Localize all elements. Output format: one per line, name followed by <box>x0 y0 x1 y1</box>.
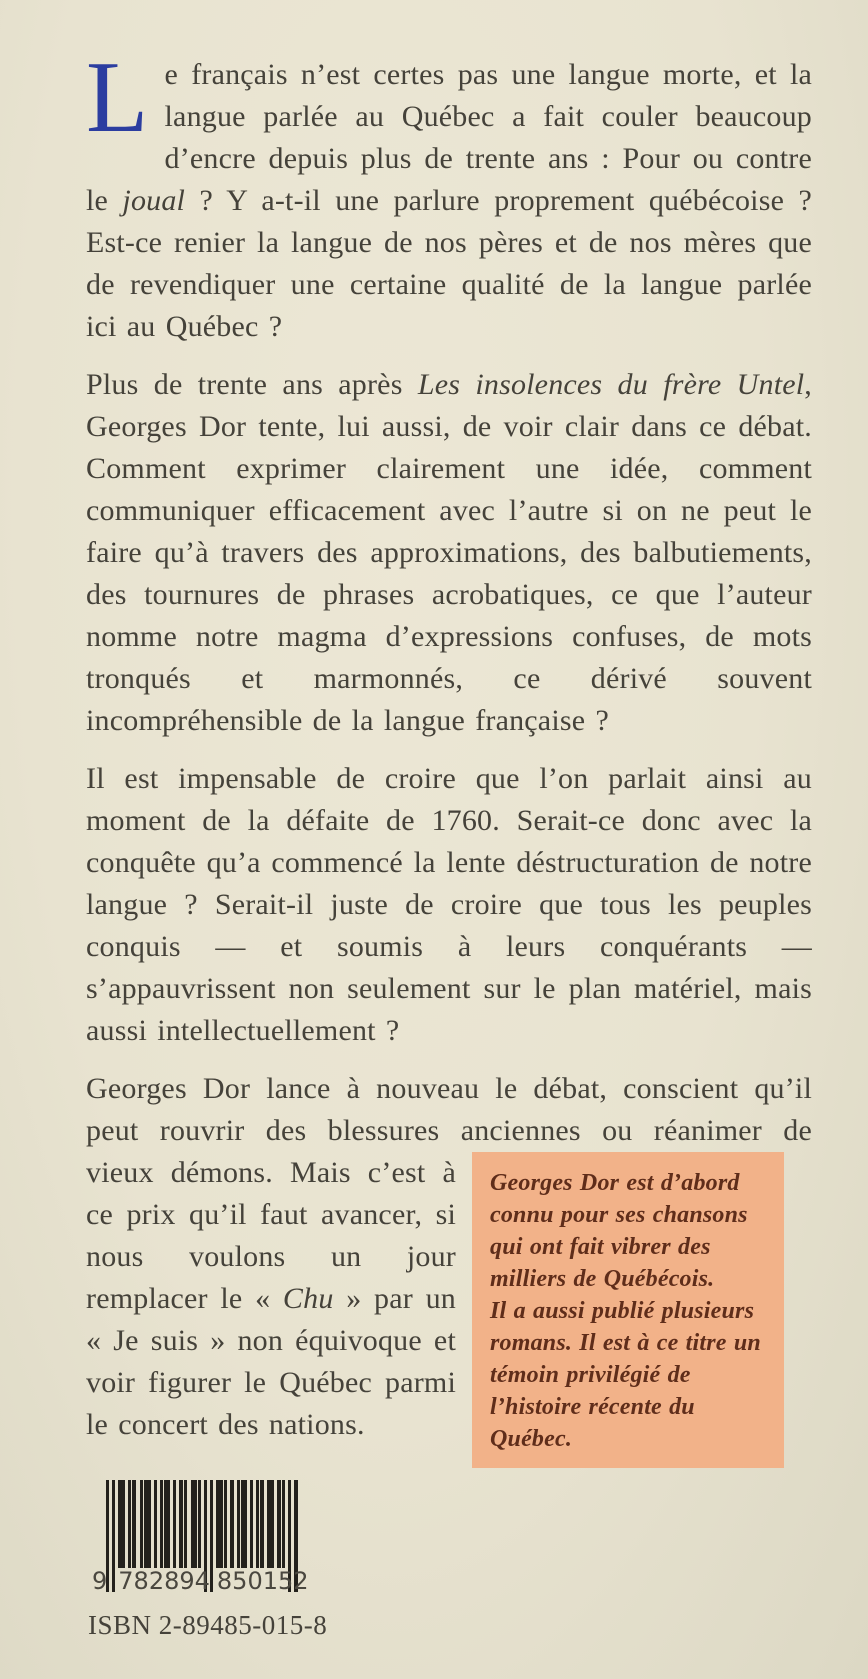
paragraph-2-text: Plus de trente ans après Les insolences du frère Untel, Georges Dor tente, lui aussi, de voir clair dans ce débat. Comment exprimer clairement une idée, comment communiquer efficacement avec l’autre si on ne peut le faire qu’à travers des approximations, des balbutiements, des tournures de phrases acrobatiques, ce que l’auteur nomme notre magma d’expressions confuses, de mots tronqués et marmonnés, ce dérivé souvent incompréhensible de la langue française ? <box>86 368 812 737</box>
paragraph-4-text: Georges Dor lance à nouveau le débat, conscient qu’il peut rouvrir des blessures anciennes ou réanimer de vieux démons. Mais c’est à ce prix qu’il faut avancer, si nous voulons un jour remplacer le « Chu » par un « Je suis » non équivoque et voir figurer le Québec parmi le concert des nations. <box>86 1072 812 1441</box>
barcode-digit-group-3: 850152 <box>216 1567 309 1595</box>
barcode-block <box>92 1480 309 1598</box>
wrap-spacer <box>812 1068 813 1152</box>
barcode-digit-group-2: 782894 <box>118 1567 210 1595</box>
barcode-digits <box>92 1566 309 1596</box>
author-note-paragraph-1: Georges Dor est d’abord connu pour ses chansons qui ont fait vibrer des milliers de Québécois. <box>490 1170 748 1292</box>
paragraph-3-text: Il est impensable de croire que l’on parlait ainsi au moment de la défaite de 1760. Serait-ce donc avec la conquête qu’a commencé la lente déstructuration de notre langue ? Serait-il juste de croire que tous les peuples conquis — et soumis à leurs conquérants — s’appauvrissent non seulement sur le plan matériel, mais aussi intellectuellement ? <box>86 762 812 1047</box>
author-note-paragraph-2: Il a aussi publié plusieurs romans. Il est à ce titre un témoin privilégié de l’histoire récente du Québec. <box>490 1298 761 1452</box>
back-cover-text <box>86 41 812 1452</box>
author-note-box <box>472 1152 784 1468</box>
barcode-digit-group-1: 9 <box>92 1567 108 1595</box>
paragraph-1-text: e français n’est certes pas une langue morte, et la langue parlée au Québec a fait couler beaucoup d’encre depuis plus de trente ans : Pour ou contre le joual ? Y a-t-il une parlure proprement québécoise ? Est-ce renier la langue de nos pères et de nos mères que de revendiquer une certaine qualité de la langue parlée ici au Québec ? <box>86 58 812 343</box>
isbn-text: ISBN 2-89485-015-8 <box>88 1610 328 1640</box>
paragraph-1 <box>86 41 812 348</box>
drop-cap-letter: L <box>86 41 149 154</box>
paragraph-4 <box>86 1068 812 1452</box>
paragraph-2 <box>86 364 812 742</box>
paragraph-3 <box>86 758 812 1052</box>
